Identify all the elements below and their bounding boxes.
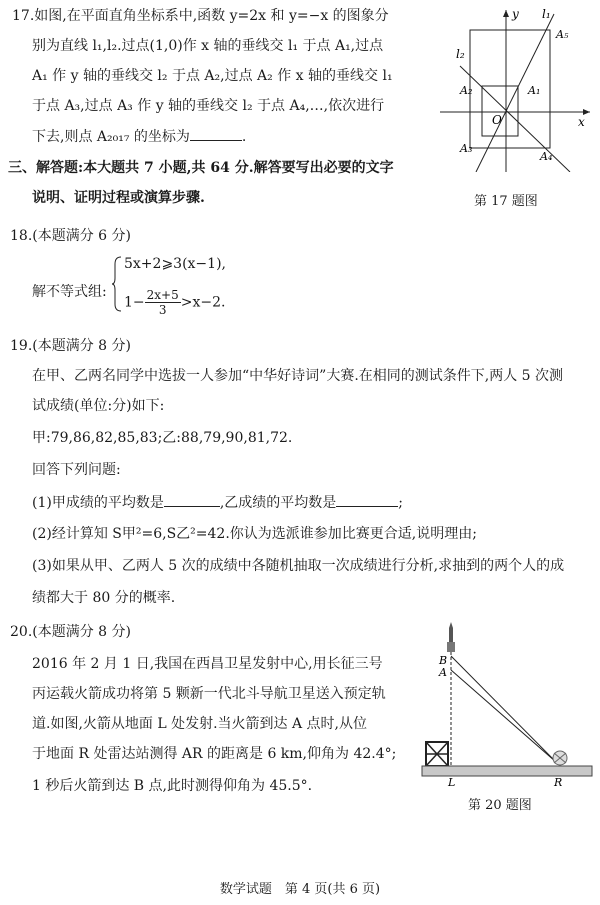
q19-ask: 回答下列问题: — [32, 462, 121, 478]
figure-17-caption: 第 17 题图 — [474, 194, 538, 209]
section-3-line-2: 说明、证明过程或演算步骤. — [32, 190, 205, 206]
rocket-icon — [447, 622, 455, 652]
q17-last-line-suffix: . — [241, 129, 247, 145]
q18-ineq2-prefix: 1− — [124, 294, 145, 311]
q19-part-3-line-1: (3)如果从甲、乙两人 5 次的成绩中各随机抽取一次成绩进行分析,求抽到的两个人的成 — [32, 558, 565, 574]
radar-dish-icon — [553, 751, 567, 765]
label-a4: A₄ — [540, 150, 553, 163]
q19-part-1 — [32, 492, 403, 513]
line-rb — [451, 656, 556, 762]
ground-bar — [422, 766, 592, 776]
figure-20-caption: 第 20 题图 — [468, 798, 532, 813]
q18-fraction-denominator: 3 — [158, 303, 167, 317]
q20-line-3: 道.如图,火箭从地面 L 处发射.当火箭到达 A 点时,从位 — [32, 716, 368, 732]
q20-line-1: 2016 年 2 月 1 日,我国在西昌卫星发射中心,用长征三号 — [32, 656, 383, 672]
q20-line-4: 于地面 R 处雷达站测得 AR 的距离是 6 km,仰角为 42.4°; — [32, 746, 397, 762]
q17-line-3: A₁ 作 y 轴的垂线交 l₂ 于点 A₂,过点 A₂ 作 x 轴的垂线交 l₁ — [32, 68, 393, 84]
q20-line-2: 丙运载火箭成功将第 5 颗新一代北斗导航卫星送入预定轨 — [32, 686, 386, 702]
q18-inequality-1: 5x+2⩾3(x−1), — [124, 256, 226, 272]
inner-rect — [482, 86, 518, 136]
q19-part-1-a: (1)甲成绩的平均数是 — [32, 495, 164, 511]
q18-header: 18.(本题满分 6 分) — [10, 228, 131, 244]
label-x: x — [578, 115, 585, 129]
q19-blank-2 — [336, 492, 398, 507]
q19-part-1-c: ; — [398, 495, 404, 511]
q18-ineq2-suffix: >x−2. — [180, 294, 226, 311]
q17-answer-blank — [190, 126, 242, 141]
q20-line-5: 1 秒后火箭到达 B 点,此时测得仰角为 45.5°. — [32, 778, 313, 794]
page-footer: 数学试题 第 4 页(共 6 页) — [219, 882, 381, 897]
q19-part-1-b: ,乙成绩的平均数是 — [219, 495, 337, 511]
q18-fraction — [145, 288, 181, 317]
label-a: A — [439, 666, 447, 679]
line-l2 — [460, 66, 570, 172]
q19-part-2: (2)经计算知 S甲²=6,S乙²=42.你认为选派谁参加比赛更合适,说明理由; — [32, 526, 477, 542]
q20-header: 20.(本题满分 8 分) — [10, 624, 131, 640]
figure-20 — [420, 622, 596, 787]
system-brace — [112, 256, 122, 312]
line-ra — [451, 670, 556, 762]
q19-intro-2: 试成绩(单位:分)如下: — [32, 398, 165, 414]
label-origin: O — [492, 113, 502, 127]
label-l1: l₁ — [542, 7, 551, 21]
label-a1: A₁ — [528, 84, 541, 97]
label-b: B — [439, 654, 448, 667]
q19-scores: 甲:79,86,82,85,83;乙:88,79,90,81,72. — [32, 430, 293, 446]
q17-line-2: 别为直线 l₁,l₂.过点(1,0)作 x 轴的垂线交 l₁ 于点 A₁,过点 — [32, 38, 384, 54]
q17-line-4: 于点 A₃,过点 A₃ 作 y 轴的垂线交 l₂ 于点 A₄,…,依次进行 — [32, 98, 385, 114]
q17-line-5 — [32, 126, 246, 147]
q18-lead: 解不等式组: — [32, 284, 107, 300]
q19-intro-1: 在甲、乙两名同学中选拔一人参加“中华好诗词”大赛.在相同的测试条件下,两人 5 次测 — [32, 368, 564, 384]
q18-inequality-2 — [124, 288, 225, 317]
label-r: R — [554, 776, 563, 787]
q18-fraction-numerator: 2x+5 — [146, 288, 179, 302]
label-l2: l₂ — [456, 47, 465, 61]
label-a3: A₃ — [460, 142, 473, 155]
label-a2: A₂ — [460, 84, 473, 97]
y-axis-arrow — [503, 10, 509, 17]
figure-17 — [440, 2, 598, 172]
q19-blank-1 — [164, 492, 220, 507]
label-l: L — [448, 776, 456, 787]
q19-header: 19.(本题满分 8 分) — [10, 338, 131, 354]
launch-tower-icon — [426, 742, 448, 766]
section-3-line-1: 三、解答题:本大题共 7 小题,共 64 分.解答要写出必要的文字 — [8, 160, 394, 176]
q17-last-line-prefix: 下去,则点 A₂₀₁₇ 的坐标为 — [32, 129, 190, 145]
q17-line-1: 17.如图,在平面直角坐标系中,函数 y=2x 和 y=−x 的图象分 — [12, 8, 389, 24]
label-y: y — [512, 7, 519, 21]
label-a5: A₅ — [556, 28, 569, 41]
q19-part-3-line-2: 绩都大于 80 分的概率. — [32, 590, 176, 606]
